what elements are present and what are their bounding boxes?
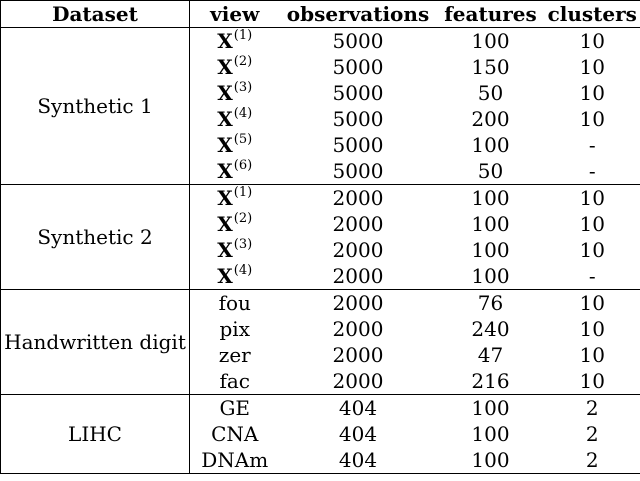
observations-cell: 2000 (332, 212, 384, 236)
clusters-cell: 10 (579, 317, 605, 341)
observations-cell: 5000 (332, 81, 384, 105)
view-matrix-symbol: X (217, 212, 233, 236)
view-cell: GE (219, 396, 251, 420)
view-cell (190, 106, 280, 132)
dataset-name-cell: Synthetic 1 (1, 28, 190, 185)
observations-cell: 404 (338, 422, 378, 446)
view-label (217, 133, 252, 157)
observations-cell: 2000 (332, 186, 384, 210)
view-superscript: (3) (233, 80, 253, 95)
view-superscript: (1) (233, 185, 253, 200)
view-label (217, 81, 252, 105)
dataset-group (1, 290, 640, 395)
clusters-cell: 2 (585, 396, 599, 420)
observations-cell: 5000 (332, 55, 384, 79)
view-cell (190, 185, 280, 212)
clusters-cell: 2 (585, 448, 599, 472)
clusters-cell: 10 (579, 369, 605, 393)
header-row (1, 1, 640, 28)
table-row (1, 290, 640, 317)
dataset-name-cell: LIHC (1, 395, 190, 474)
features-cell: 100 (471, 264, 510, 288)
observations-cell: 404 (338, 448, 378, 472)
header-observations: observations (286, 2, 430, 26)
view-label (217, 238, 252, 262)
view-cell (190, 80, 280, 106)
clusters-cell: 10 (579, 29, 605, 53)
observations-cell: 2000 (332, 317, 384, 341)
view-cell (190, 54, 280, 80)
dataset-group (1, 395, 640, 474)
features-cell: 100 (471, 422, 510, 446)
features-cell: 216 (471, 369, 510, 393)
view-superscript: (3) (233, 237, 253, 252)
header-features: features (444, 2, 537, 26)
view-matrix-symbol: X (217, 29, 233, 53)
view-label (217, 159, 252, 183)
dataset-name-cell: Handwritten digit (1, 290, 190, 395)
clusters-cell: - (588, 133, 596, 157)
observations-cell: 404 (338, 396, 378, 420)
features-cell: 100 (471, 238, 510, 262)
view-matrix-symbol: X (217, 81, 233, 105)
view-superscript: (1) (233, 28, 253, 43)
observations-cell: 5000 (332, 159, 384, 183)
observations-cell: 5000 (332, 133, 384, 157)
view-matrix-symbol: X (217, 55, 233, 79)
features-cell: 100 (471, 133, 510, 157)
view-superscript: (5) (233, 132, 253, 147)
view-superscript: (4) (233, 106, 253, 121)
clusters-cell: 10 (579, 238, 605, 262)
view-label (217, 212, 252, 236)
clusters-cell: 10 (579, 212, 605, 236)
view-cell (190, 132, 280, 158)
view-cell (190, 158, 280, 185)
view-cell (190, 28, 280, 55)
view-cell (190, 263, 280, 290)
dataset-name-cell: Synthetic 2 (1, 185, 190, 290)
clusters-cell: 10 (579, 186, 605, 210)
features-cell: 100 (471, 212, 510, 236)
view-matrix-symbol: X (217, 133, 233, 157)
view-cell: pix (219, 317, 250, 341)
view-cell: fou (218, 291, 251, 315)
clusters-cell: 10 (579, 291, 605, 315)
features-cell: 100 (471, 29, 510, 53)
table-row (1, 28, 640, 55)
table-header (1, 1, 640, 28)
view-label (217, 55, 252, 79)
observations-cell: 2000 (332, 343, 384, 367)
features-cell: 100 (471, 396, 510, 420)
header-view: view (210, 2, 260, 26)
observations-cell: 2000 (332, 264, 384, 288)
view-cell: CNA (211, 422, 259, 446)
clusters-cell: 10 (579, 81, 605, 105)
features-cell: 50 (477, 81, 504, 105)
view-cell: zer (218, 343, 251, 367)
view-superscript: (6) (233, 158, 253, 173)
view-label (217, 29, 252, 53)
view-label (217, 186, 252, 210)
clusters-cell: 2 (585, 422, 599, 446)
dataset-group (1, 28, 640, 185)
view-matrix-symbol: X (217, 159, 233, 183)
observations-cell: 5000 (332, 107, 384, 131)
observations-cell: 2000 (332, 369, 384, 393)
features-cell: 100 (471, 448, 510, 472)
features-cell: 47 (477, 343, 504, 367)
features-cell: 150 (471, 55, 510, 79)
features-cell: 200 (471, 107, 510, 131)
features-cell: 240 (471, 317, 510, 341)
features-cell: 76 (477, 291, 504, 315)
clusters-cell: 10 (579, 55, 605, 79)
view-matrix-symbol: X (217, 107, 233, 131)
clusters-cell: - (588, 264, 596, 288)
clusters-cell: 10 (579, 107, 605, 131)
features-cell: 100 (471, 186, 510, 210)
view-matrix-symbol: X (217, 264, 233, 288)
view-cell (190, 237, 280, 263)
view-cell: fac (219, 369, 251, 393)
table-row (1, 395, 640, 422)
header-clusters: clusters (547, 2, 637, 26)
observations-cell: 2000 (332, 238, 384, 262)
view-superscript: (2) (233, 211, 253, 226)
table-row (1, 185, 640, 212)
view-matrix-symbol: X (217, 238, 233, 262)
clusters-cell: - (588, 159, 596, 183)
view-matrix-symbol: X (217, 186, 233, 210)
view-label (217, 107, 252, 131)
clusters-cell: 10 (579, 343, 605, 367)
view-cell (190, 211, 280, 237)
header-dataset: Dataset (1, 1, 190, 28)
view-superscript: (2) (233, 54, 253, 69)
view-cell: DNAm (201, 448, 269, 472)
observations-cell: 5000 (332, 29, 384, 53)
view-label (217, 264, 252, 288)
dataset-group (1, 185, 640, 290)
observations-cell: 2000 (332, 291, 384, 315)
features-cell: 50 (477, 159, 504, 183)
view-superscript: (4) (233, 263, 253, 278)
